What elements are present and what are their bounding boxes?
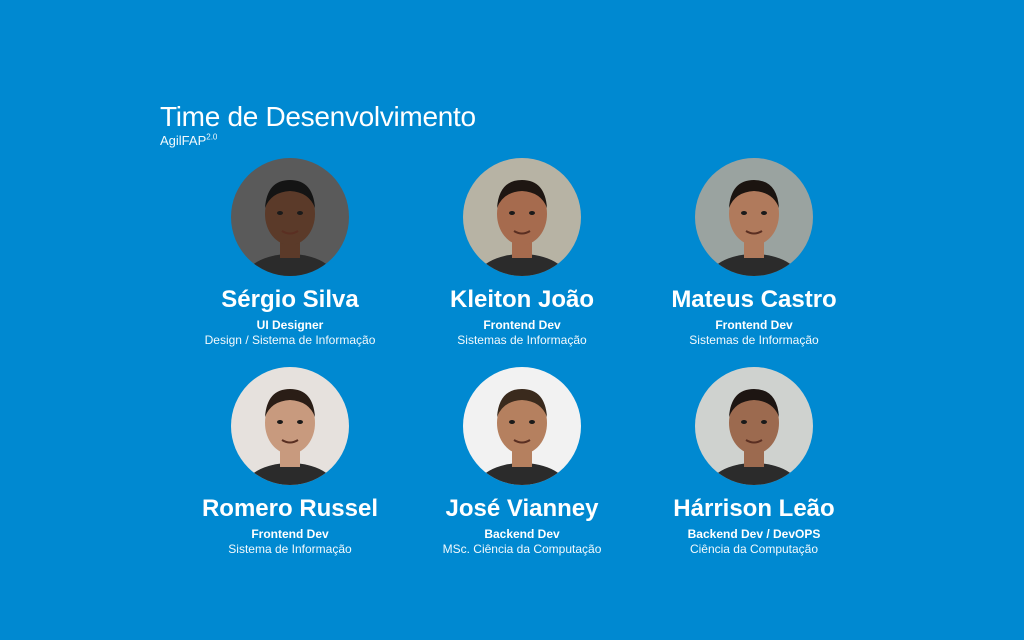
member-name: José Vianney [445, 495, 599, 522]
member-course: Design / Sistema de Informação [204, 333, 376, 347]
team-member-card [406, 158, 638, 367]
member-course: Sistemas de Informação [457, 333, 587, 347]
member-avatar [463, 367, 581, 485]
member-name: Romero Russel [201, 495, 379, 522]
member-name: Sérgio Silva [221, 286, 359, 313]
member-course: Ciência da Computação [689, 542, 819, 556]
app-name-label: AgilFAP [160, 133, 207, 148]
member-role: Frontend Dev [483, 318, 561, 332]
header [160, 100, 476, 148]
member-role: UI Designer [256, 318, 324, 332]
member-avatar [231, 158, 349, 276]
member-avatar [695, 158, 813, 276]
member-course: Sistema de Informação [228, 542, 352, 556]
member-course: MSc. Ciência da Computação [442, 542, 602, 556]
member-role: Backend Dev [484, 527, 560, 541]
app-name [160, 134, 476, 148]
team-grid [174, 158, 870, 576]
page-title: Time de Desenvolvimento [160, 101, 476, 132]
team-member-card [638, 158, 870, 367]
member-name: Kleiton João [449, 286, 594, 313]
member-name: Mateus Castro [671, 286, 837, 313]
member-course: Sistemas de Informação [689, 333, 819, 347]
member-role: Backend Dev / DevOPS [687, 527, 821, 541]
team-member-card [638, 367, 870, 576]
member-avatar [695, 367, 813, 485]
member-avatar [231, 367, 349, 485]
app-version: 2.0 [206, 132, 218, 142]
team-member-card [174, 367, 406, 576]
member-role: Frontend Dev [715, 318, 793, 332]
team-member-card [406, 367, 638, 576]
member-name: Hárrison Leão [673, 495, 835, 522]
member-avatar [463, 158, 581, 276]
member-role: Frontend Dev [251, 527, 329, 541]
team-member-card [174, 158, 406, 367]
